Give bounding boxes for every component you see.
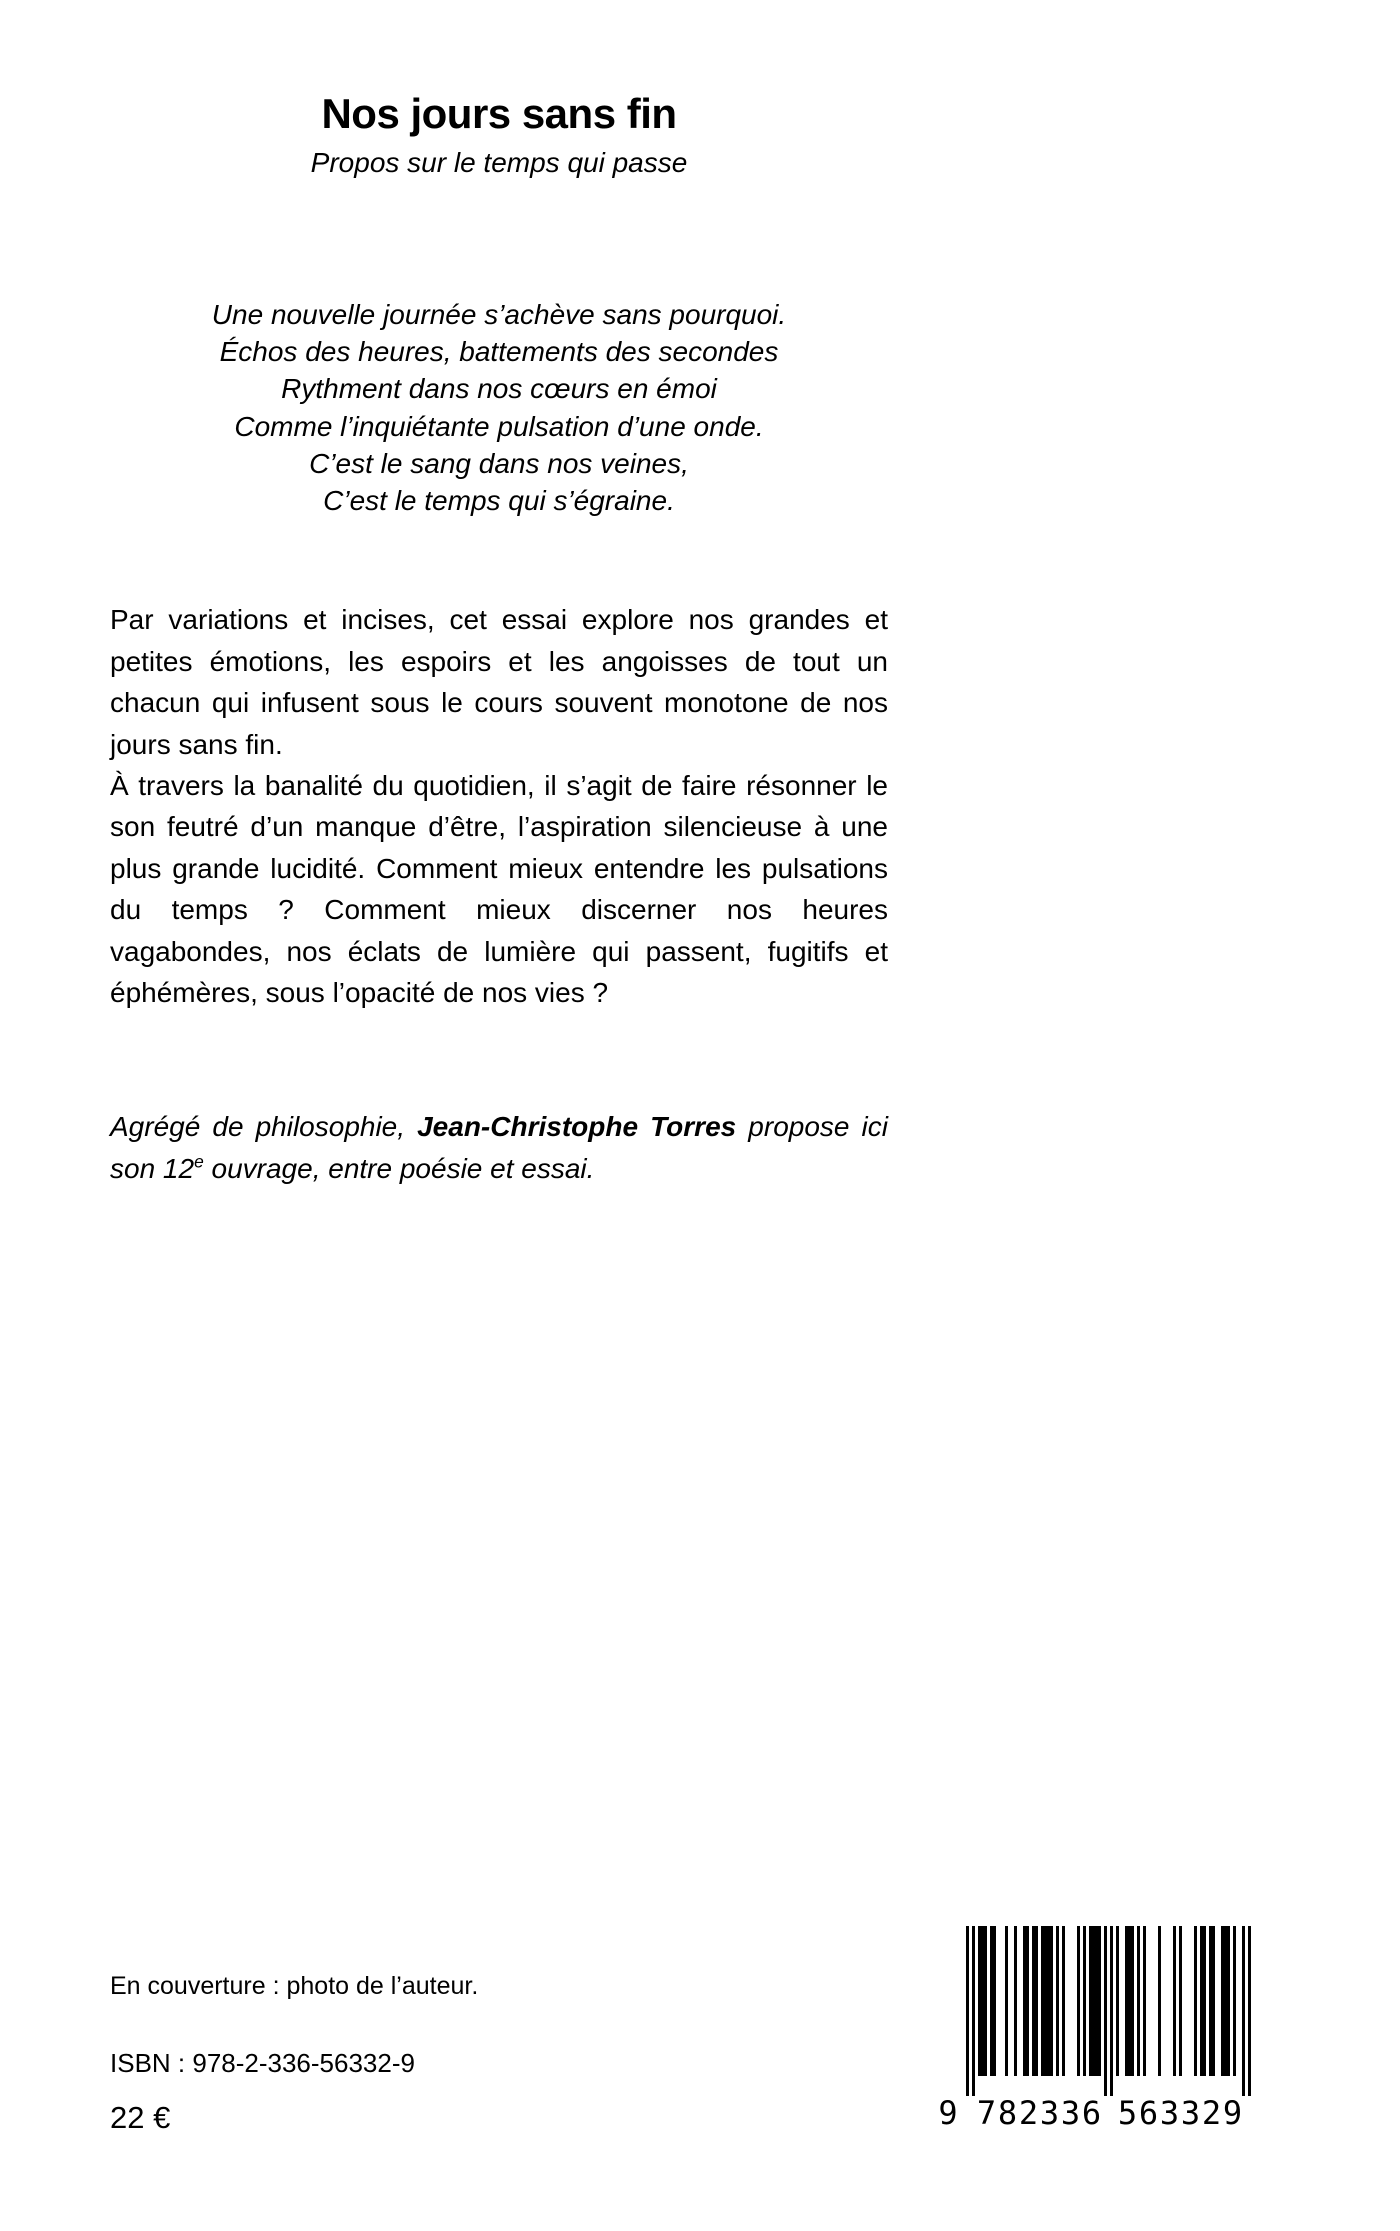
poem-line: C’est le sang dans nos veines, bbox=[309, 447, 689, 479]
svg-text:8: 8 bbox=[997, 2094, 1018, 2128]
synopsis-paragraph-2: À travers la banalité du quotidien, il s’agit de faire résonner le son feutré d’un manque d’être, l’aspiration silencieuse à une plus grande lucidité. Comment mieux entendre les pulsations du temps ? Comment mieux discerner nos heures vagabondes, nos éclats de lumière qui passent, fugitifs et éphémères, sous l’opacité de nos vies ? bbox=[110, 770, 888, 1009]
bio-suffix: ouvrage, entre poésie et essai. bbox=[203, 1152, 595, 1184]
price-text: 22 € bbox=[110, 2100, 171, 2135]
svg-text:6: 6 bbox=[1081, 2094, 1102, 2128]
poem-line: C’est le temps qui s’égraine. bbox=[323, 485, 675, 517]
svg-text:3: 3 bbox=[1180, 2094, 1201, 2128]
poem-line: Comme l’inquiétante pulsation d’une onde. bbox=[234, 410, 764, 442]
svg-text:7: 7 bbox=[976, 2094, 997, 2128]
svg-text:2: 2 bbox=[1018, 2094, 1039, 2128]
cover-note: En couverture : photo de l’auteur. bbox=[110, 1972, 479, 2000]
svg-text:3: 3 bbox=[1159, 2094, 1180, 2128]
bio-middle: propose ici son 12 bbox=[110, 1110, 888, 1184]
svg-text:5: 5 bbox=[1117, 2094, 1138, 2128]
author-name: Jean-Christophe Torres bbox=[417, 1110, 737, 1142]
poem-line: Rythment dans nos cœurs en émoi bbox=[281, 373, 717, 405]
svg-text:9: 9 bbox=[938, 2094, 958, 2128]
synopsis bbox=[110, 599, 888, 1013]
bio-ordinal-superscript: e bbox=[194, 1151, 204, 1172]
svg-text:9: 9 bbox=[1222, 2094, 1243, 2128]
svg-text:2: 2 bbox=[1201, 2094, 1222, 2128]
svg-text:3: 3 bbox=[1060, 2094, 1081, 2128]
ean-barcode bbox=[936, 1926, 1254, 2128]
poem-line: Une nouvelle journée s’achève sans pourquoi. bbox=[211, 298, 787, 330]
poem-line: Échos des heures, battements des secondes bbox=[219, 336, 779, 368]
author-bio bbox=[110, 1106, 888, 1190]
main-text-column bbox=[110, 90, 888, 1190]
book-subtitle: Propos sur le temps qui passe bbox=[310, 147, 688, 179]
svg-text:6: 6 bbox=[1138, 2094, 1159, 2128]
isbn-text: ISBN : 978-2-336-56332-9 bbox=[110, 2048, 415, 2078]
svg-text:3: 3 bbox=[1039, 2094, 1060, 2128]
bio-prefix: Agrégé de philosophie, bbox=[110, 1110, 418, 1142]
book-title: Nos jours sans fin bbox=[321, 90, 677, 137]
synopsis-paragraph-1: Par variations et incises, cet essai explore nos grandes et petites émotions, les espoirs et les angoisses de tout un chacun qui infusent sous le cours souvent monotone de nos jours sans fin. bbox=[110, 604, 888, 760]
poem bbox=[110, 296, 888, 519]
